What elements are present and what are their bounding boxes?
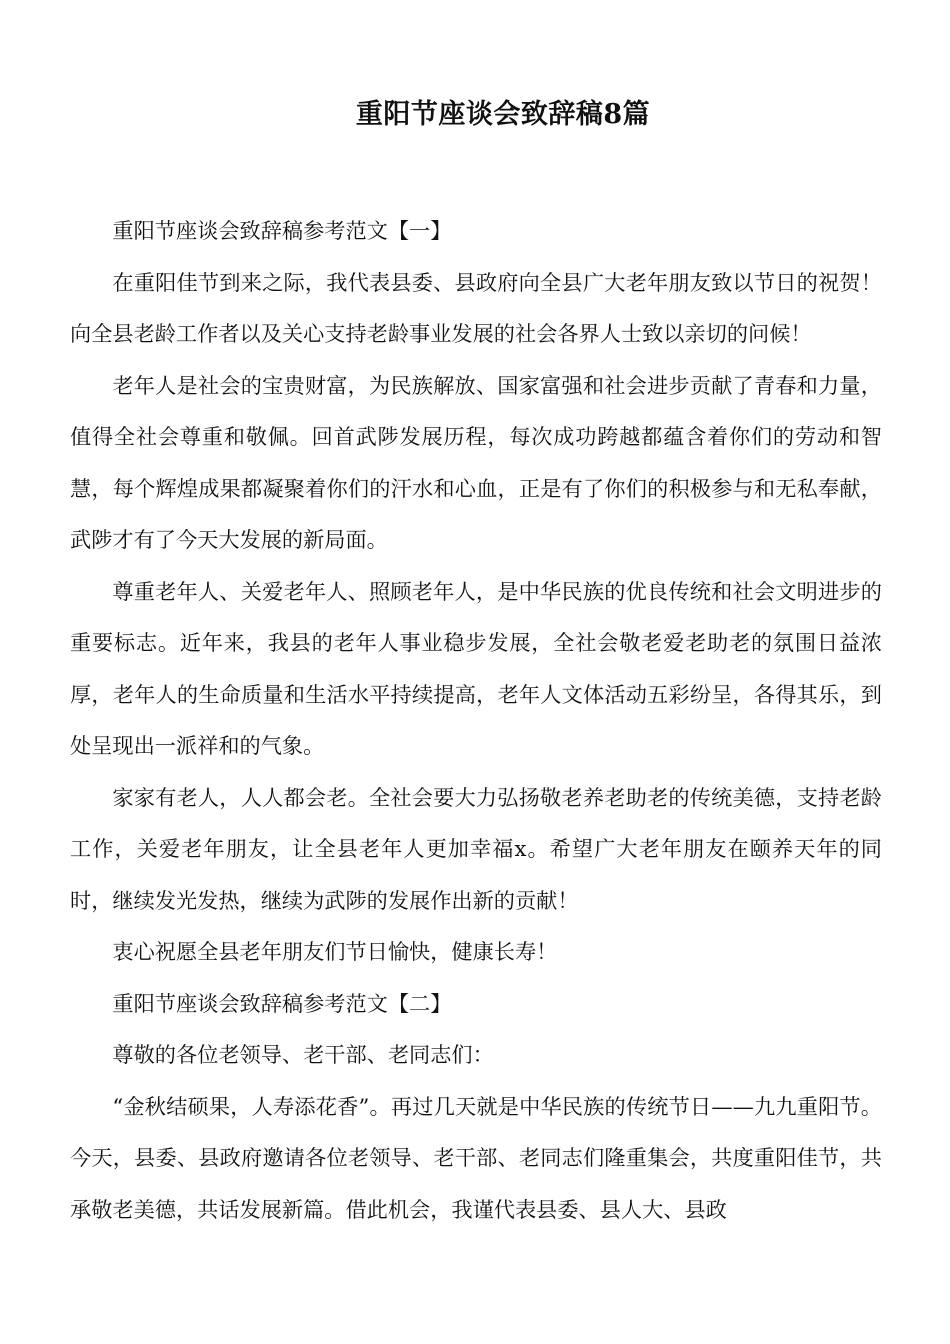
document-body xyxy=(70,205,882,1235)
section-heading-2: 重阳节座谈会致辞稿参考范文【二】 xyxy=(112,990,452,1016)
paragraph: 在重阳佳节到来之际，我代表县委、县政府向全县广大老年朋友致以节日的祝贺！向全县老龄工作者以及关心支持老龄事业发展的社会各界人士致以亲切的问候！ xyxy=(70,269,882,346)
paragraph: 衷心祝愿全县老年朋友们节日愉快，健康长寿！ xyxy=(112,939,558,964)
paragraph: 老年人是社会的宝贵财富，为民族解放、国家富强和社会进步贡献了青春和力量，值得全社会尊重和敬佩。回首武陟发展历程，每次成功跨越都蕴含着你们的劳动和智慧，每个辉煌成果都凝聚着你们的汗水和心血，正是有了你们的积极参与和无私奉献，武陟才有了今天大发展的新局面。 xyxy=(70,372,882,552)
paragraph: 家家有老人，人人都会老。全社会要大力弘扬敬老养老助老的传统美德，支持老龄工作，关爱老年朋友，让全县老年人更加幸福x。希望广大老年朋友在颐养天年的同时，继续发光发热，继续为武陟的发展作出新的贡献！ xyxy=(70,784,882,913)
paragraph: 尊重老年人、关爱老年人、照顾老年人，是中华民族的优良传统和社会文明进步的重要标志。近年来，我县的老年人事业稳步发展，全社会敬老爱老助老的氛围日益浓厚，老年人的生命质量和生活水平持续提高，老年人文体活动五彩纷呈，各得其乐，到处呈现出一派祥和的气象。 xyxy=(70,578,882,758)
section-heading-1: 重阳节座谈会致辞稿参考范文【一】 xyxy=(112,218,452,243)
paragraph: “金秋结硕果，人寿添花香”。再过几天就是中华民族的传统节日——九九重阳节。今天，县委、县政府邀请各位老领导、老干部、老同志们隆重集会，共度重阳佳节，共承敬老美德，共话发展新篇。借此机会，我谨代表县委、县人大、县政 xyxy=(70,1093,882,1222)
document-title: 重阳节座谈会致辞稿8篇 xyxy=(355,99,651,130)
salutation: 尊敬的各位老领导、老干部、老同志们： xyxy=(112,1042,494,1067)
